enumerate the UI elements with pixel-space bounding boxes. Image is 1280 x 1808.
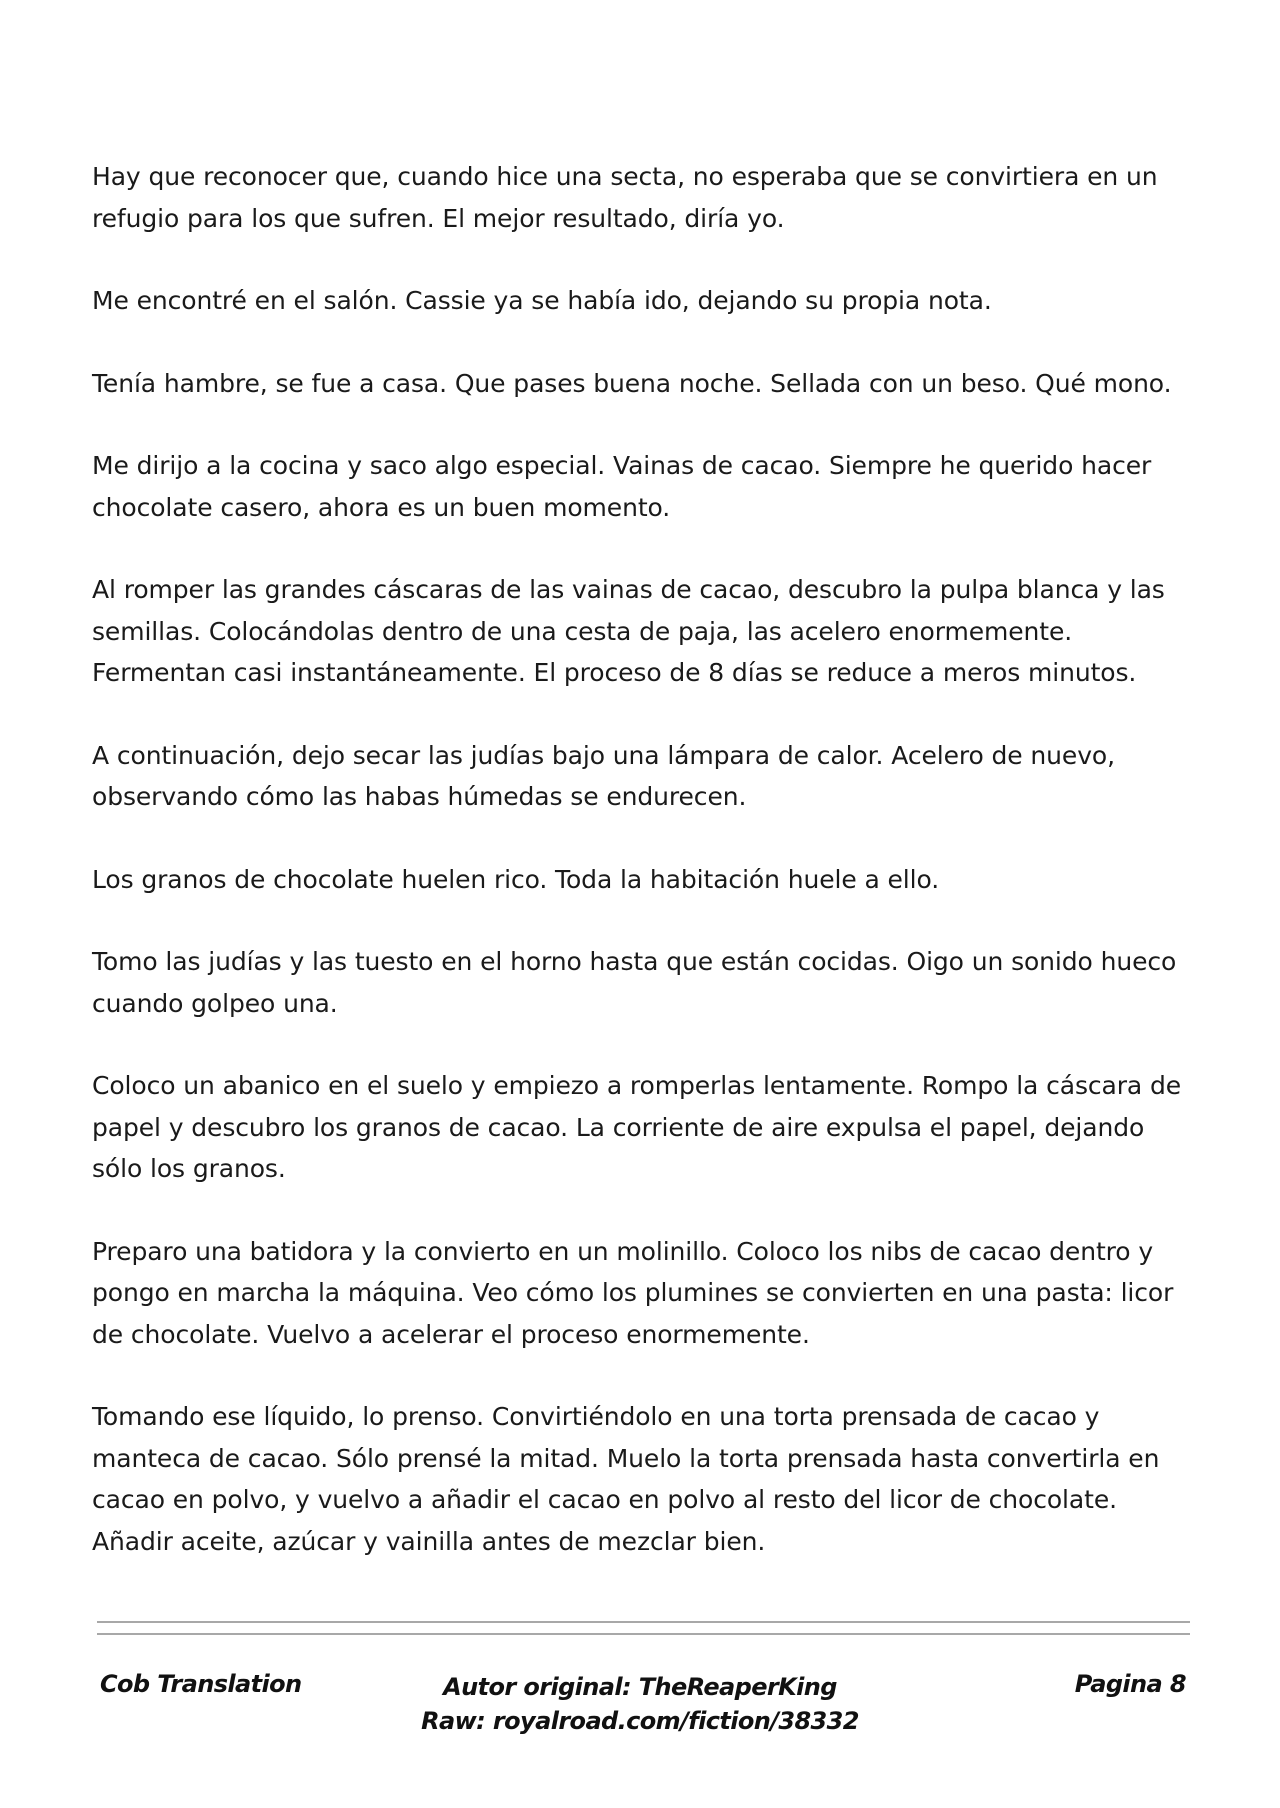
paragraph: Tomo las judías y las tuesto en el horno hasta que están cocidas. Oigo un sonido hueco cuando golpeo una.	[92, 947, 1177, 1018]
paragraph: Me dirijo a la cocina y saco algo especial. Vainas de cacao. Siempre he querido hacer chocolate casero, ahora es un buen momento.	[92, 451, 1152, 522]
footer-author-source	[421, 1670, 859, 1738]
paragraph: A continuación, dejo secar las judías bajo una lámpara de calor. Acelero de nuevo, observando cómo las habas húmedas se endurecen.	[92, 740, 1115, 811]
paragraph: Me encontré en el salón. Cassie ya se había ido, dejando su propia nota.	[92, 286, 992, 315]
paragraph: Coloco un abanico en el suelo y empiezo a romperlas lentamente. Rompo la cáscara de papel y descubro los granos de cacao. La corriente de aire expulsa el papel, dejando sólo los granos.	[92, 1071, 1182, 1183]
paragraph: Los granos de chocolate huelen rico. Toda la habitación huele a ello.	[92, 864, 940, 894]
body-text	[92, 156, 1202, 1603]
footer-translator: Cob Translation	[100, 1670, 302, 1698]
footer-page-number: Pagina 8	[1074, 1670, 1186, 1698]
paragraph: Tomando ese líquido, lo prenso. Convirtiéndolo en una torta prensada de cacao y manteca de cacao. Sólo prensé la mitad. Muelo la torta prensada hasta convertirla en cacao en polvo, y vuelvo a añadir el cacao en polvo al resto del licor de chocolate. Añadir aceite, azúcar y vainilla antes de mezclar bien.	[92, 1402, 1160, 1556]
footer-raw-link[interactable]: Raw: royalroad.com/fiction/38332	[421, 1707, 859, 1735]
paragraph: Al romper las grandes cáscaras de las vainas de cacao, descubro la pulpa blanca y las semillas. Colocándolas dentro de una cesta de paja, las acelero enormemente. Fermentan casi instantáneamente. El proceso de 8 días se reduce a meros minutos.	[92, 575, 1165, 687]
paragraph: Hay que reconocer que, cuando hice una secta, no esperaba que se convirtiera en un refugio para los que sufren. El mejor resultado, diría yo.	[92, 162, 1158, 233]
footer-divider-top	[97, 1621, 1190, 1623]
footer-author: Autor original: TheReaperKing	[443, 1673, 837, 1701]
paragraph: Preparo una batidora y la convierto en un molinillo. Coloco los nibs de cacao dentro y pongo en marcha la máquina. Veo cómo los plumines se convierten en una pasta: licor de chocolate. Vuelvo a acelerar el proceso enormemente.	[92, 1236, 1174, 1349]
footer-divider-bottom	[97, 1633, 1190, 1635]
paragraph: Tenía hambre, se fue a casa. Que pases buena noche. Sellada con un beso. Qué mono.	[92, 368, 1172, 398]
